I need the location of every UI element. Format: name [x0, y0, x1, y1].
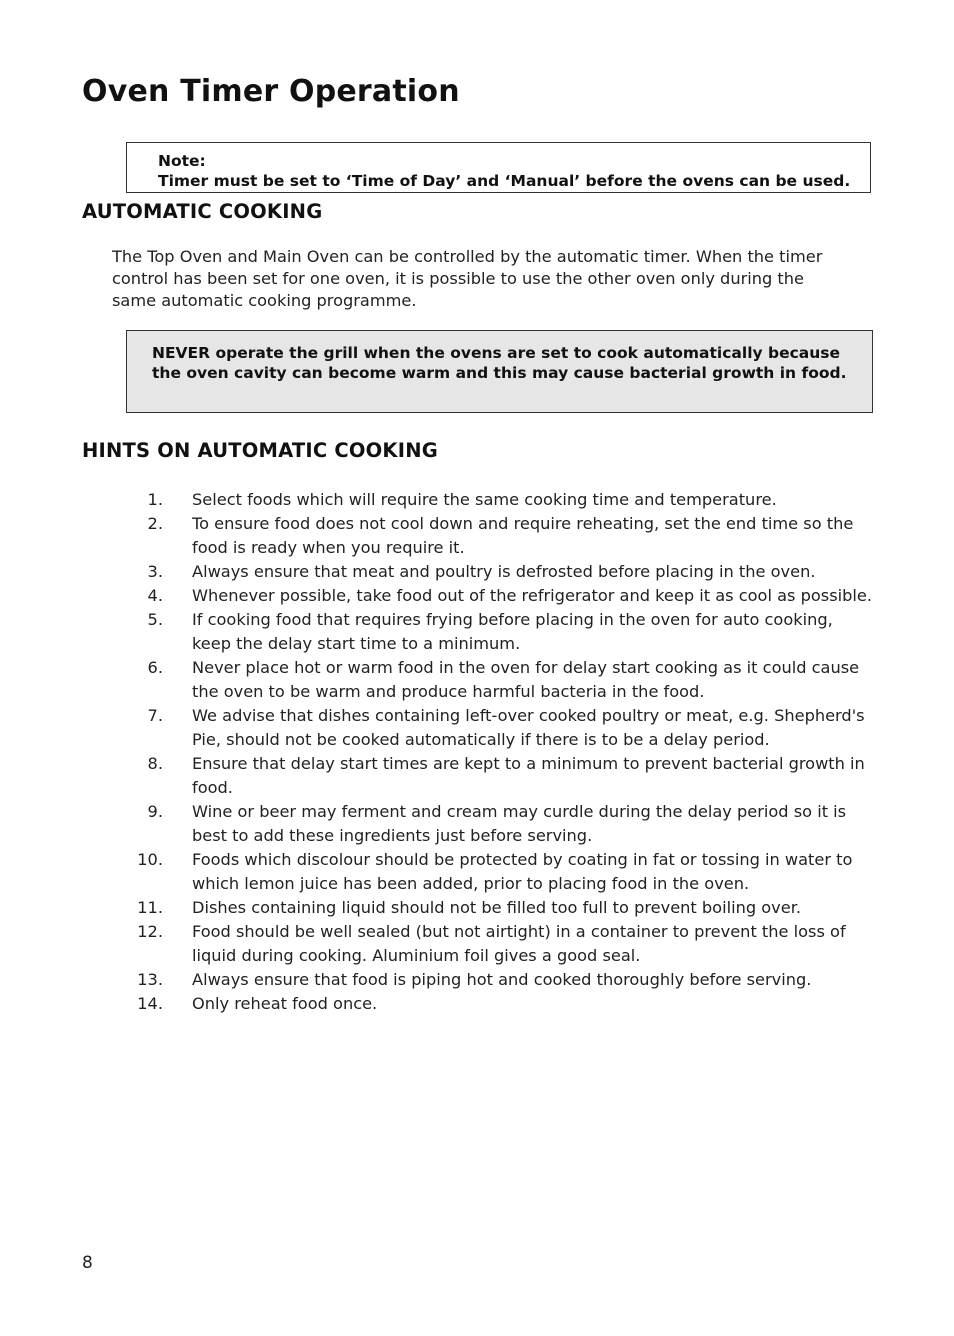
note-text: Timer must be set to ‘Time of Day’ and ‘Manual’ before the ovens can be used.	[158, 172, 851, 190]
list-item-number: 1.	[147, 490, 163, 509]
list-item-text: Never place hot or warm food in the oven for delay start cooking as it could cause the oven to be warm and produce harmful bacteria in the food.	[192, 658, 860, 701]
hints-heading: HINTS ON AUTOMATIC COOKING	[82, 439, 438, 462]
list-item-number: 3.	[147, 562, 163, 581]
list-item-number: 5.	[147, 610, 163, 629]
list-item-number: 7.	[147, 706, 163, 725]
list-item-number: 12.	[137, 922, 163, 941]
list-item-text: Always ensure that meat and poultry is defrosted before placing in the oven.	[192, 562, 816, 581]
automatic-cooking-heading: AUTOMATIC COOKING	[82, 200, 323, 223]
list-item-text: Only reheat food once.	[192, 994, 378, 1013]
note-box	[126, 142, 871, 193]
list-item-text: Food should be well sealed (but not airtight) in a container to prevent the loss of liquid during cooking. Aluminium foil gives a good seal.	[192, 922, 846, 965]
list-item	[130, 488, 875, 512]
list-item	[130, 584, 875, 608]
page-title: Oven Timer Operation	[82, 74, 460, 109]
hints-list	[130, 488, 875, 1016]
list-item	[130, 848, 875, 896]
automatic-cooking-paragraph: The Top Oven and Main Oven can be controlled by the automatic timer. When the timer control has been set for one oven, it is possible to use the other oven only during the same automatic cooking programme.	[112, 247, 823, 310]
list-item-number: 8.	[147, 754, 163, 773]
list-item-text: We advise that dishes containing left-over cooked poultry or meat, e.g. Shepherd's Pie, should not be cooked automatically if there is to be a delay period.	[192, 706, 865, 749]
list-item-text: Foods which discolour should be protected by coating in fat or tossing in water to which lemon juice has been added, prior to placing food in the oven.	[192, 850, 853, 893]
list-item	[130, 992, 875, 1016]
list-item	[130, 656, 875, 704]
list-item-number: 4.	[147, 586, 163, 605]
page-number: 8	[82, 1253, 93, 1273]
warning-box	[126, 330, 873, 413]
list-item-number: 2.	[147, 514, 163, 533]
list-item-text: To ensure food does not cool down and require reheating, set the end time so the food is ready when you require it.	[192, 514, 854, 557]
list-item-text: Select foods which will require the same cooking time and temperature.	[192, 490, 777, 509]
note-label: Note:	[158, 152, 206, 170]
list-item-text: Whenever possible, take food out of the refrigerator and keep it as cool as possible.	[192, 586, 873, 605]
list-item-text: Wine or beer may ferment and cream may curdle during the delay period so it is best to add these ingredients just before serving.	[192, 802, 847, 845]
list-item-number: 10.	[137, 850, 163, 869]
list-item-number: 6.	[147, 658, 163, 677]
list-item-number: 11.	[137, 898, 163, 917]
list-item	[130, 512, 875, 560]
list-item-text: If cooking food that requires frying before placing in the oven for auto cooking, keep the delay start time to a minimum.	[192, 610, 833, 653]
list-item	[130, 920, 875, 968]
list-item	[130, 752, 875, 800]
list-item-text: Ensure that delay start times are kept to a minimum to prevent bacterial growth in food.	[192, 754, 865, 797]
list-item-number: 14.	[137, 994, 163, 1013]
list-item	[130, 560, 875, 584]
list-item-text: Dishes containing liquid should not be filled too full to prevent boiling over.	[192, 898, 802, 917]
list-item	[130, 704, 875, 752]
list-item-text: Always ensure that food is piping hot and cooked thoroughly before serving.	[192, 970, 812, 989]
list-item	[130, 968, 875, 992]
warning-text: NEVER operate the grill when the ovens are set to cook automatically because the oven cavity can become warm and this may cause bacterial growth in food.	[152, 344, 847, 382]
list-item	[130, 800, 875, 848]
list-item-number: 9.	[147, 802, 163, 821]
list-item	[130, 608, 875, 656]
list-item-number: 13.	[137, 970, 163, 989]
list-item	[130, 896, 875, 920]
